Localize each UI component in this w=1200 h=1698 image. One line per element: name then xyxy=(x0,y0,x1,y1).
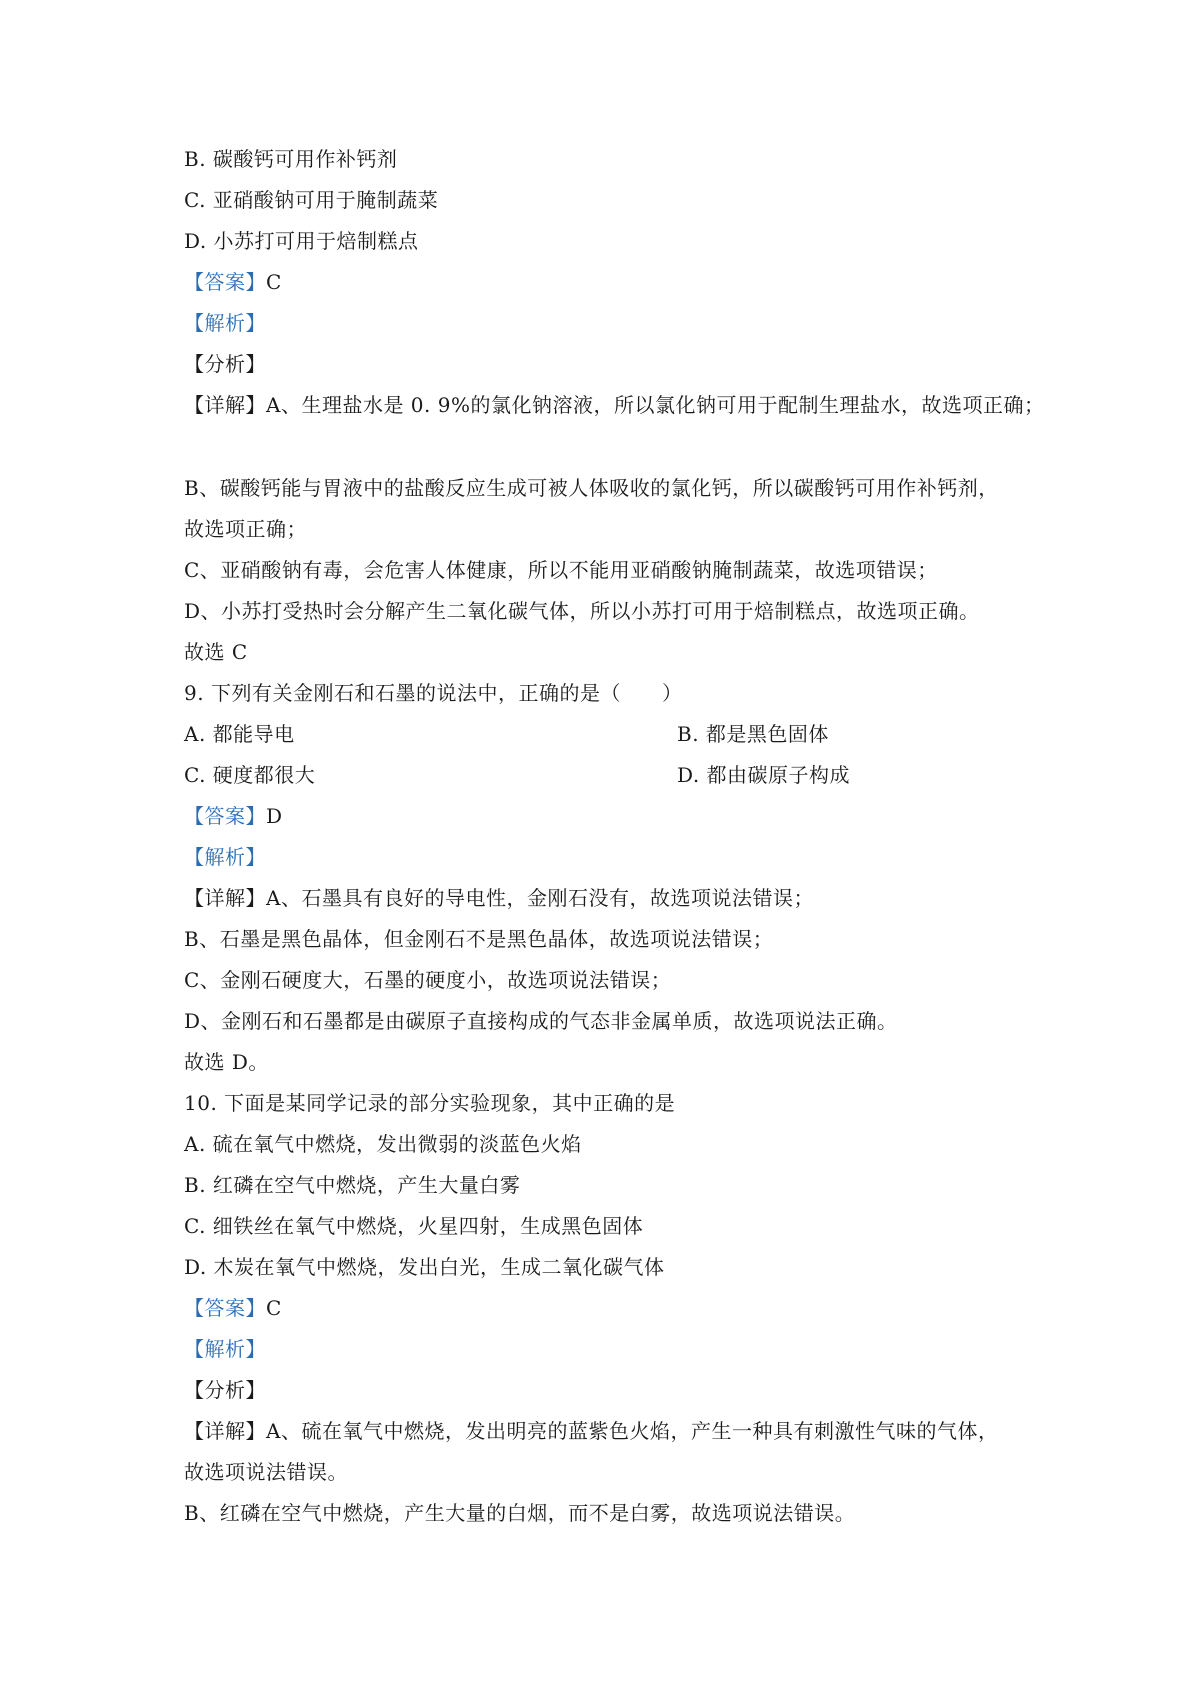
option-c-q8: C. 亚硝酸钠可用于腌制蔬菜 xyxy=(184,188,439,212)
detail-a-q10: 【详解】A、硫在氧气中燃烧，发出明亮的蓝紫色火焰，产生一种具有刺激性气味的气体， xyxy=(184,1419,999,1443)
detail-b-q10: B、红磷在空气中燃烧，产生大量的白烟，而不是白雾，故选项说法错误。 xyxy=(184,1501,856,1525)
fenxi-label-q8: 【分析】 xyxy=(184,352,266,376)
detail-c-q8: C、亚硝酸钠有毒，会危害人体健康，所以不能用亚硝酸钠腌制蔬菜，故选项错误； xyxy=(184,558,938,582)
detail-a-q10-cont: 故选项说法错误。 xyxy=(184,1460,348,1484)
question-9: 9. 下列有关金刚石和石墨的说法中，正确的是（ ） xyxy=(184,681,683,705)
detail-b-q9: B、石墨是黑色晶体，但金刚石不是黑色晶体，故选项说法错误； xyxy=(184,927,774,951)
conclusion-q9: 故选 D。 xyxy=(184,1050,269,1074)
option-d-q9: D. 都由碳原子构成 xyxy=(677,763,851,787)
conclusion-q8: 故选 C xyxy=(184,640,248,664)
option-c-q10: C. 细铁丝在氧气中燃烧，火星四射，生成黑色固体 xyxy=(184,1214,644,1238)
option-b-q10: B. 红磷在空气中燃烧，产生大量白雾 xyxy=(184,1173,521,1197)
answer-label: 【答案】 xyxy=(184,1296,266,1320)
answer-value: C xyxy=(266,1296,282,1320)
answer-q10 xyxy=(184,1294,282,1322)
answer-value: D xyxy=(266,804,283,828)
detail-d-q9: D、金刚石和石墨都是由碳原子直接构成的气态非金属单质，故选项说法正确。 xyxy=(184,1009,898,1033)
option-a-q10: A. 硫在氧气中燃烧，发出微弱的淡蓝色火焰 xyxy=(184,1132,582,1156)
detail-d-q8: D、小苏打受热时会分解产生二氧化碳气体，所以小苏打可用于焙制糕点，故选项正确。 xyxy=(184,599,980,623)
answer-label: 【答案】 xyxy=(184,270,266,294)
analysis-label-q10: 【解析】 xyxy=(184,1337,266,1361)
option-d-q10: D. 木炭在氧气中燃烧，发出白光，生成二氧化碳气体 xyxy=(184,1255,665,1279)
analysis-label-q8: 【解析】 xyxy=(184,311,266,335)
answer-label: 【答案】 xyxy=(184,804,266,828)
detail-a-q8: 【详解】A、生理盐水是 0. 9%的氯化钠溶液，所以氯化钠可用于配制生理盐水，故选项正确； xyxy=(184,393,1045,417)
option-b-q9: B. 都是黑色固体 xyxy=(677,722,829,746)
option-d-q8: D. 小苏打可用于焙制糕点 xyxy=(184,229,419,253)
detail-a-q9: 【详解】A、石墨具有良好的导电性，金刚石没有，故选项说法错误； xyxy=(184,886,814,910)
option-a-q9: A. 都能导电 xyxy=(184,722,295,746)
option-c-q9: C. 硬度都很大 xyxy=(184,763,316,787)
analysis-label-q9: 【解析】 xyxy=(184,845,266,869)
detail-c-q9: C、金刚石硬度大，石墨的硬度小，故选项说法错误； xyxy=(184,968,672,992)
detail-b-q8: B、碳酸钙能与胃液中的盐酸反应生成可被人体吸收的氯化钙，所以碳酸钙可用作补钙剂， xyxy=(184,476,999,500)
detail-b-q8-cont: 故选项正确； xyxy=(184,517,307,541)
question-10: 10. 下面是某同学记录的部分实验现象，其中正确的是 xyxy=(184,1091,676,1115)
fenxi-label-q10: 【分析】 xyxy=(184,1378,266,1402)
option-b-q8: B. 碳酸钙可用作补钙剂 xyxy=(184,147,398,171)
answer-q8 xyxy=(184,268,282,296)
answer-q9 xyxy=(184,802,283,830)
answer-value: C xyxy=(266,270,282,294)
